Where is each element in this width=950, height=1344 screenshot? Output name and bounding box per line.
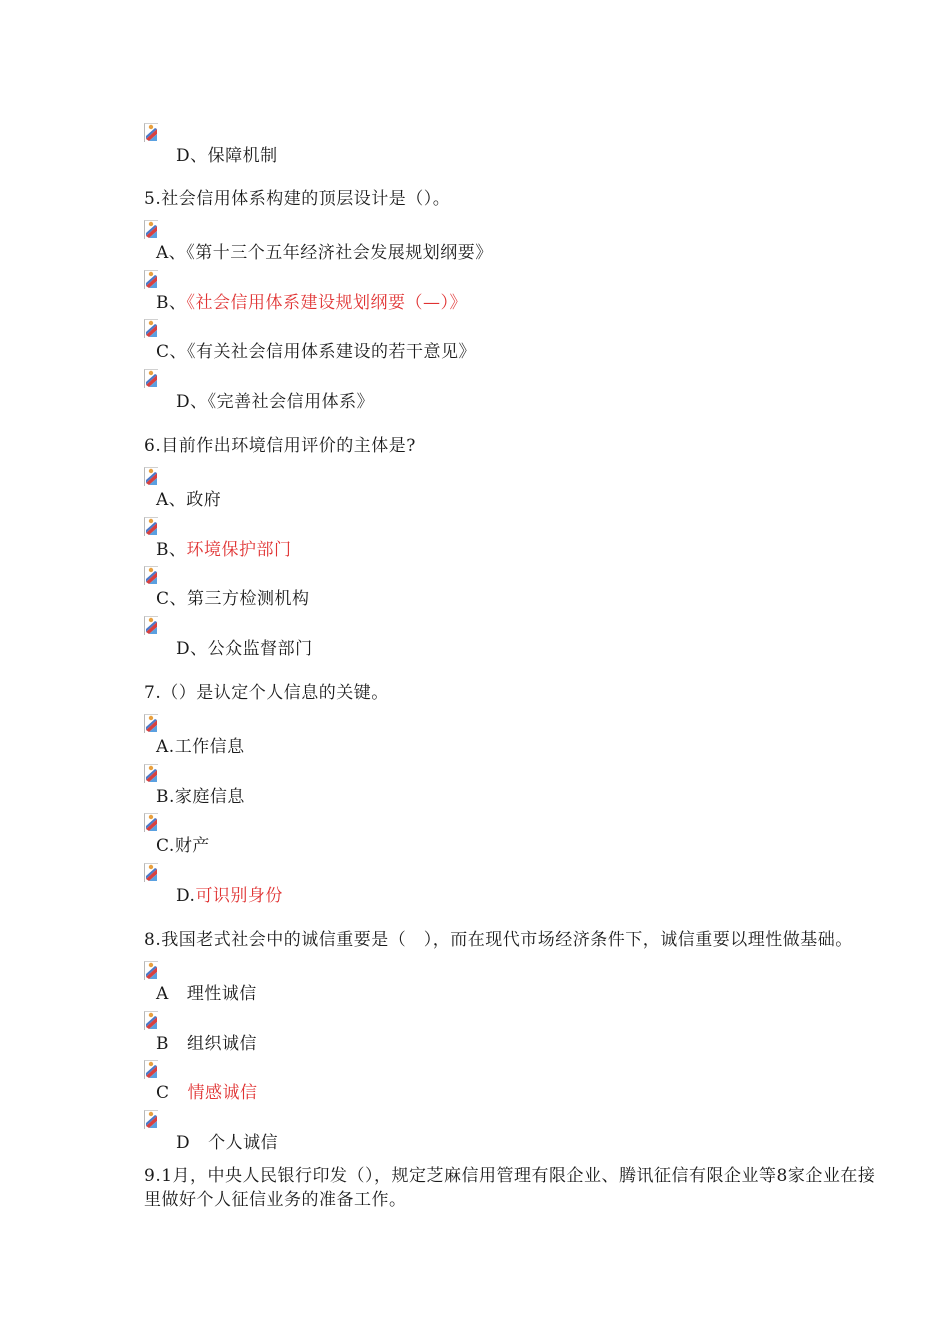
option-label: B	[156, 1034, 169, 1054]
answer-option	[176, 1132, 278, 1154]
broken-image-icon	[144, 961, 158, 980]
answer-option	[156, 292, 467, 314]
option-label: D、	[176, 639, 208, 659]
option-text: 个人诚信	[208, 1133, 279, 1153]
broken-image-icon	[144, 1060, 158, 1079]
answer-option	[156, 588, 310, 610]
answer-option	[176, 145, 278, 167]
broken-image-icon	[144, 714, 158, 733]
broken-image-icon	[144, 1011, 158, 1030]
answer-option	[176, 638, 313, 660]
option-label: C、	[156, 342, 188, 362]
option-text: 《完善社会信用体系》	[207, 392, 375, 412]
correct-answer-text: 情感诚信	[187, 1083, 258, 1103]
option-text: 第三方检测机构	[187, 589, 310, 609]
option-label: A、	[156, 490, 187, 510]
broken-image-icon	[144, 319, 158, 338]
option-label: A	[156, 984, 169, 1004]
question-text: 7.（）是认定个人信息的关键。	[144, 683, 389, 703]
option-label: D、	[176, 392, 208, 412]
option-label: A.	[156, 737, 175, 757]
option-label: D、	[176, 146, 208, 166]
option-label: A、	[156, 243, 187, 263]
correct-answer-text: 《社会信用体系建设规划纲要（—）》	[186, 293, 467, 313]
answer-option	[156, 835, 210, 857]
option-label: B.	[156, 787, 175, 807]
answer-option	[156, 786, 245, 808]
correct-answer-text: 环境保护部门	[186, 540, 292, 560]
answer-option	[156, 736, 245, 758]
option-text: 政府	[186, 490, 222, 510]
option-text: 财产	[174, 836, 210, 856]
answer-option	[156, 341, 476, 363]
option-text: 家庭信息	[174, 787, 245, 807]
broken-image-icon	[144, 813, 158, 832]
option-label: D	[176, 1133, 191, 1153]
broken-image-icon	[144, 863, 158, 882]
answer-option	[176, 391, 374, 413]
option-text: 公众监督部门	[207, 639, 313, 659]
broken-image-icon	[144, 517, 158, 536]
option-text: 《有关社会信用体系建设的若干意见》	[187, 342, 477, 362]
broken-image-icon	[144, 220, 158, 239]
broken-image-icon	[144, 1110, 158, 1129]
answer-option	[156, 1082, 258, 1104]
broken-image-icon	[144, 616, 158, 635]
option-label: C、	[156, 589, 188, 609]
answer-option	[156, 242, 493, 264]
option-text: 保障机制	[207, 146, 278, 166]
option-text: 《第十三个五年经济社会发展规划纲要》	[186, 243, 493, 263]
answer-option	[156, 1033, 257, 1055]
answer-option	[176, 885, 283, 907]
option-label: D.	[176, 886, 196, 906]
answer-option	[156, 539, 292, 561]
broken-image-icon	[144, 270, 158, 289]
correct-answer-text: 可识别身份	[195, 886, 283, 906]
broken-image-icon	[144, 566, 158, 585]
broken-image-icon	[144, 369, 158, 388]
broken-image-icon	[144, 123, 158, 142]
option-label: C	[156, 1083, 170, 1103]
broken-image-icon	[144, 764, 158, 783]
option-text: 组织诚信	[187, 1034, 257, 1054]
option-label: B、	[156, 540, 187, 560]
question-text: 9.1月，中央人民银行印发（），规定芝麻信用管理有限企业、腾讯征信有限企业等8家企业在接	[144, 1166, 876, 1186]
option-text: 理性诚信	[186, 984, 257, 1004]
answer-option	[156, 489, 221, 511]
question-text: 5.社会信用体系构建的顶层设计是（）。	[144, 189, 451, 209]
question-text: 6.目前作出环境信用评价的主体是?	[144, 436, 416, 456]
question-text: 里做好个人征信业务的准备工作。	[144, 1190, 407, 1210]
broken-image-icon	[144, 467, 158, 486]
answer-option	[156, 983, 257, 1005]
question-text: 8.我国老式社会中的诚信重要是（ ），而在现代市场经济条件下，诚信重要以理性做基础。	[144, 930, 853, 950]
option-text: 工作信息	[174, 737, 245, 757]
option-label: C.	[156, 836, 175, 856]
option-label: B、	[156, 293, 187, 313]
